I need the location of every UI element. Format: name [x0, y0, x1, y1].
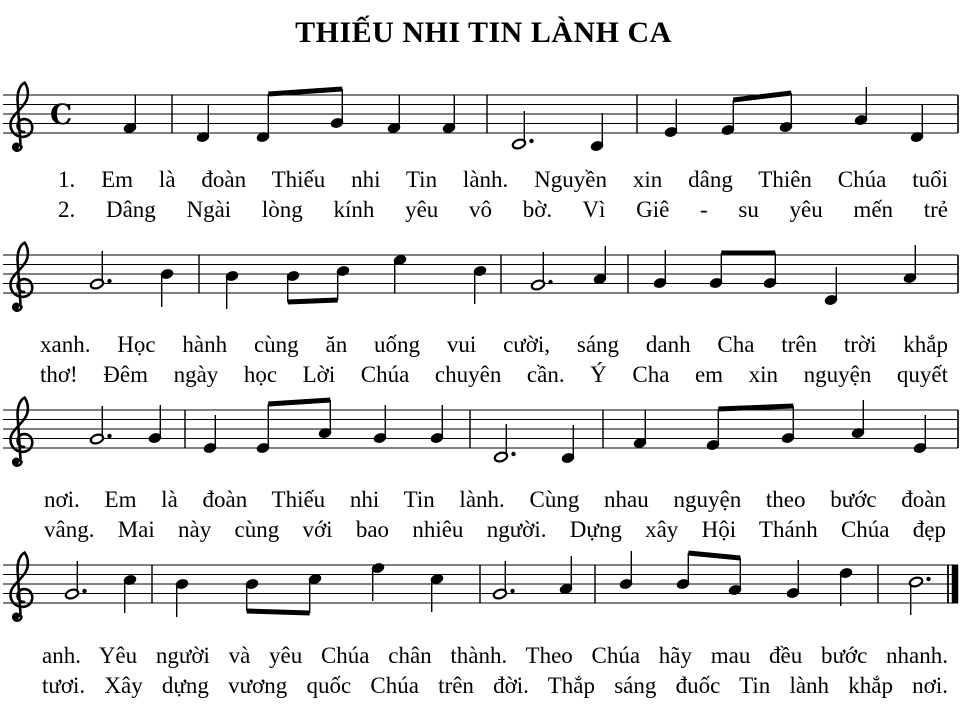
beam [718, 406, 793, 409]
lyrics-system1-verse1: 1. Em là đoàn Thiếu nhi Tin lành. Nguyền xin dâng Thiên Chúa tuổi [58, 167, 948, 192]
lyrics-system4-verse2: tươi. Xây dựng vương quốc Chúa trên đời. Thắp sáng đuốc Tin lành khắp nơi. [42, 673, 948, 698]
beam [288, 300, 338, 302]
augmentation-dot [82, 589, 86, 593]
staff-system-4 [0, 550, 967, 628]
augmentation-dot [926, 577, 930, 581]
lyrics-system4-verse1: anh. Yêu người và yêu Chúa chân thành. Theo Chúa hãy mau đều bước nhanh. [42, 643, 948, 668]
staff-system-1 [0, 80, 967, 158]
augmentation-dot [107, 279, 111, 283]
lyrics-system2-verse1: xanh. Học hành cùng ăn uống vui cười, sáng danh Cha trên trời khắp [40, 332, 948, 357]
lyrics-system1-verse2: 2. Dâng Ngài lòng kính yêu vô bờ. Vì Giê - su yêu mến trẻ [58, 197, 948, 222]
beam [247, 611, 310, 613]
augmentation-dot [529, 139, 533, 143]
augmentation-dot [510, 589, 514, 593]
treble-clef-icon [10, 398, 32, 466]
augmentation-dot [107, 434, 111, 438]
staff-system-3 [0, 395, 967, 473]
beam [688, 553, 740, 558]
lyrics-system3-verse1: nơi. Em là đoàn Thiếu nhi Tin lành. Cùng nhau nguyện theo bước đoàn [44, 487, 946, 512]
staff-system-2 [0, 240, 967, 318]
beam [733, 93, 791, 100]
augmentation-dot [511, 452, 515, 456]
treble-clef-icon [10, 553, 32, 621]
augmentation-dot [548, 280, 552, 284]
common-time-signature: C [50, 98, 73, 131]
treble-clef-icon [10, 243, 32, 311]
beam [268, 89, 342, 94]
treble-clef-icon [10, 83, 32, 151]
song-title: THIẾU NHI TIN LÀNH CA [295, 16, 672, 49]
lyrics-system2-verse2: thơ! Đêm ngày học Lời Chúa chuyên cần. Ý Cha em xin nguyện quyết [40, 362, 948, 387]
beam [268, 400, 330, 404]
lyrics-system3-verse2: vâng. Mai này cùng với bao nhiêu người. Dựng xây Hội Thánh Chúa đẹp [44, 517, 946, 542]
